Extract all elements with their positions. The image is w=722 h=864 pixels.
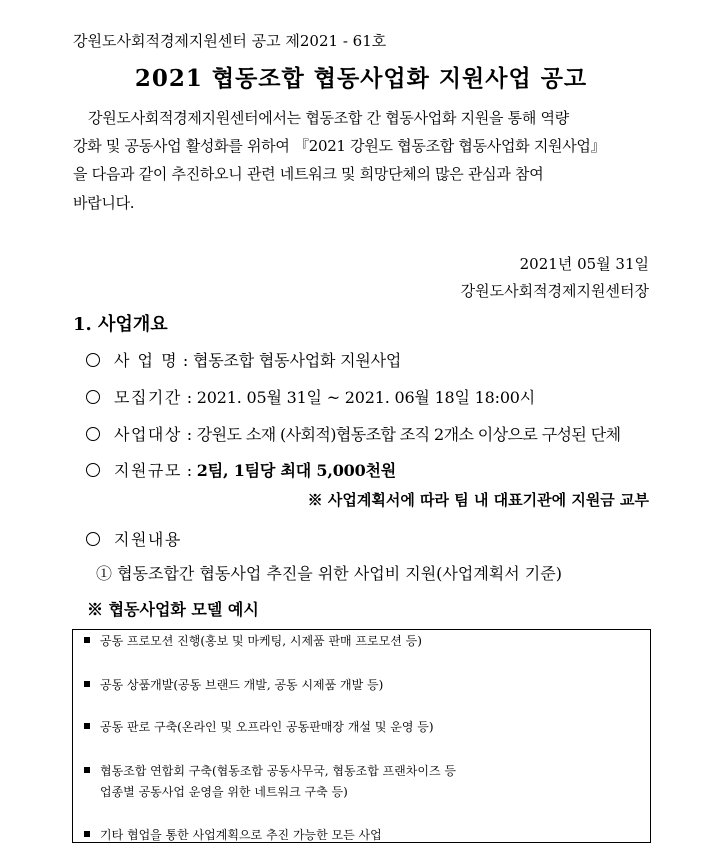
- model-item-4-cont: 업종별 공동사업 운영을 위한 네트워크 구축 등): [100, 785, 348, 799]
- section-heading: 1. 사업개요: [73, 314, 168, 335]
- support-note: ※ 사업계획서에 따라 팀 내 대표기관에 지원금 교부: [307, 491, 649, 509]
- overview-item-period: 모집기간 : 2021. 05월 31일 ~ 2021. 06월 18일 18:00시: [86, 385, 535, 408]
- square-bullet-icon: [84, 831, 90, 837]
- notice-number: 강원도사회적경제지원센터 공고 제2021 - 61호: [73, 32, 387, 50]
- announcement-date: 2021년 05월 31일: [519, 255, 649, 273]
- model-item-1: 공동 프로모션 진행(홍보 및 마케팅, 시제품 판매 프로모션 등): [84, 632, 422, 649]
- intro-line-4: 바랍니다.: [73, 194, 135, 212]
- model-examples-box: [72, 629, 651, 843]
- overview-item-content: 지원내용: [86, 527, 182, 550]
- support-detail: ① 협동조합간 협동사업 추진을 위한 사업비 지원(사업계획서 기준): [96, 564, 562, 583]
- overview-item-scale: 지원규모 : 2팀, 1팀당 최대 5,000천원: [86, 458, 396, 481]
- overview-item-name: 사 업 명 : 협동조합 협동사업화 지원사업: [86, 348, 401, 371]
- intro-line-2: 강화 및 공동사업 활성화를 위하여 『2021 강원도 협동조합 협동사업화 지원사업』: [73, 137, 606, 155]
- overview-item-target: 사업대상 : 강원도 소재 (사회적)협동조합 조직 2개소 이상으로 구성된 단체: [86, 422, 620, 445]
- intro-line-1: 강원도사회적경제지원센터에서는 협동조합 간 협동사업화 지원을 통해 역량: [88, 109, 569, 127]
- circle-bullet-icon: [86, 463, 100, 477]
- model-item-2: 공동 상품개발(공동 브랜드 개발, 공동 시제품 개발 등): [84, 676, 383, 693]
- circle-bullet-icon: [86, 353, 100, 367]
- model-item-5: 기타 협업을 통한 사업계획으로 추진 가능한 모든 사업: [84, 826, 382, 843]
- square-bullet-icon: [84, 723, 90, 729]
- square-bullet-icon: [84, 681, 90, 687]
- circle-bullet-icon: [86, 532, 100, 546]
- document-title: 2021 협동조합 협동사업화 지원사업 공고: [134, 65, 588, 92]
- circle-bullet-icon: [86, 390, 100, 404]
- model-heading: ※ 협동사업화 모델 예시: [87, 600, 259, 619]
- intro-line-3: 을 다음과 같이 추진하오니 관련 네트워크 및 희망단체의 많은 관심과 참여: [73, 165, 544, 183]
- square-bullet-icon: [84, 767, 90, 773]
- square-bullet-icon: [84, 637, 90, 643]
- model-item-4: 협동조합 연합회 구축(협동조합 공동사무국, 협동조합 프랜차이즈 등: [84, 762, 456, 779]
- issuer-name: 강원도사회적경제지원센터장: [460, 282, 649, 300]
- model-item-3: 공동 판로 구축(온라인 및 오프라인 공동판매장 개설 및 운영 등): [84, 718, 434, 735]
- circle-bullet-icon: [86, 427, 100, 441]
